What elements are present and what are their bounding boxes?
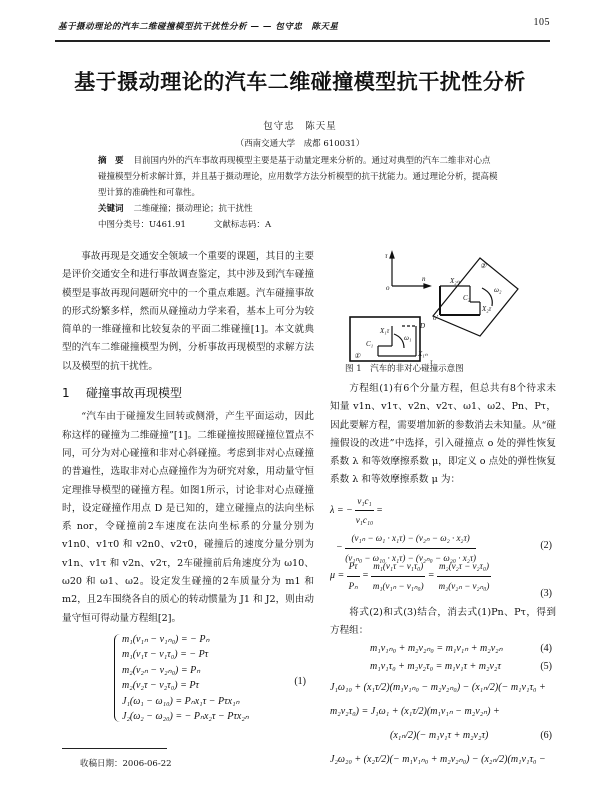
doc-value: A: [264, 220, 272, 230]
eq1-line: m₁(v₁ₙ − v₁ₙ₀) = − Pₙ: [122, 633, 210, 645]
eq3-f2-den: m₁(v₁ₙ − v₁ₙ₀): [372, 580, 424, 591]
equation-1: [62, 632, 314, 725]
figure-1: [330, 248, 540, 373]
x-axis-label: n: [422, 275, 426, 283]
y-axis-label: τ: [385, 252, 388, 260]
eq2-line2-den: (v₁ₙ₀ − ω₁₀ · x₁τ) − (v₂ₙ₀ − ω₂₀ · x₂τ): [345, 552, 477, 563]
right-paragraph-2: 将式(2)和式(3)结合，消去式(1)Pn、Pτ，得到方程组：: [330, 606, 556, 636]
eq2-den: v₁c₁₀: [355, 515, 374, 526]
equation-6: [330, 676, 556, 772]
eq2-num: v₁c₁: [355, 492, 373, 511]
running-title: 基于摄动理论的汽车二维碰撞模型抗干扰性分析 — — 包守忠 陈天星: [58, 22, 339, 32]
class-value: U461.91: [149, 220, 186, 230]
keywords-label: 关键词: [98, 204, 124, 214]
eq6-line1: J₁ω₁₀ + (x₁τ/2)(m₁v₁ₙ₀ − m₂v₂ₙ₀) − (x₁ₙ/2)(− m₁v₁τ₀ +: [330, 682, 546, 694]
equation-number: (1): [294, 675, 306, 687]
x1n-label: X₁ₙ: [418, 350, 428, 358]
eq1-line: J₁(ω₁ − ω₁₀) = Pₙx₁τ − Pτx₁ₙ: [122, 695, 240, 707]
eq1-line: m₂(v₂ₙ − v₂ₙ₀) = Pₙ: [122, 664, 201, 676]
equation-2: λ = − $\frac{\text{v₁c₁}}{\text{v₁c₁₀}}$ = − $\frac{\text{(v₁ₙ − ω₁ · x₁τ) − (v₂ₙ − ω₂ · x₂τ)}}{\text{(v₁ₙ₀ − ω₁₀ · x₁τ) − (v₂ₙ₀ − ω₂₀ · x₂τ)}}$ (2): [330, 492, 556, 558]
right-paragraph-1: 方程组(1)有6个分量方程，但总共有8个待求未知量 v1n、v1τ、v2n、v2τ、ω1、ω2、Pn、Pτ，因此要解方程，需要增加新的参数消去未知量。从“碰撞假设的改进”中选择，引入碰撞点 o 处的弹性恢复系数 λ 和等效摩擦系数 μ，即定义 o 点处的弹性恢复系数 λ 和等效摩擦系数 μ 为：: [330, 383, 556, 486]
left-brace: [114, 634, 121, 722]
eq4-number: (4): [540, 643, 552, 655]
eq6-line2: m₂v₂τ₀) = J₁ω₁ + (x₁τ/2)(m₁v₁ₙ − m₂v₂ₙ) +: [330, 706, 500, 718]
paper-title: 基于摄动理论的汽车二维碰撞模型抗干扰性分析: [74, 70, 526, 94]
section1-paragraph: “汽车由于碰撞发生回转或侧滑，产生平面运动，因此称这样的碰撞为二维碰撞”[1]。二维碰撞按照碰撞位置点不同，可分为对心碰撞和非对心斜碰撞。考虑到非对心点碰撞的普遍性，选取非对心点碰撞作为为研究对象，用动量守恒定理推导模型的碰撞方程。如图1所示，讨论非对心点碰撞时，设定碰撞作用点 D 是已知的，建立碰撞点的法向坐标系 nor，令碰撞前2车速度在法向坐标系的分量分别为 v1n0、v1τ0 和 v2n0、v2τ0，碰撞后的速度分量分别为 v1n、v1τ 和 v2n、v2τ，2车碰撞前后角速度分为 ω10、ω20 和 ω1、ω2。设定发生碰撞的2车质量分为 m1 和 m2，且2车围绕各自的质心的转动惯量为 J1 和 J2，则由动量守恒可得动量方程组[2]。: [62, 411, 314, 624]
eq7-line1: J₂ω₂₀ + (x₂τ/2)(− m₁v₁ₙ₀ + m₂v₂ₙ₀) − (x₂ₙ/2)(m₁v₁τ₀ −: [330, 754, 546, 766]
section-title: 碰撞事故再现模型: [86, 386, 183, 401]
car2-label: ②: [480, 262, 487, 270]
c1-label: C₁: [366, 340, 374, 348]
eq2-equals: =: [376, 504, 383, 516]
figure-caption: 图 1 汽车的非对心碰撞示意图: [345, 364, 464, 374]
class-label: 中图分类号：: [98, 220, 150, 230]
eq6-line3: (x₁ₙ/2)(− m₁v₁τ + m₂v₂τ): [390, 730, 489, 742]
collision-diagram: [330, 248, 540, 366]
eq2-lhs: λ = −: [330, 504, 353, 516]
intro-paragraph: 事故再现是交通安全领域一个重要的课题，其目的主要是评价交通安全和进行事故调查鉴定，其中涉及到汽车碰撞模型是事故再现问题研究中的一个重点难题。汽车碰撞事故的形式纷繁多样，然而从碰撞动力学来看，基本上可分为较简单的一维碰撞和比较复杂的平面二维碰撞[1]。本文就典型的汽车二维碰撞模型为例，分析事故再现模型的求解方法以及模型的抗干扰性。: [62, 251, 314, 372]
header-rule: [55, 40, 550, 42]
eq5-number: (5): [540, 661, 552, 673]
oprime-label: o': [433, 314, 438, 322]
eq2-line2-num: (v₁ₙ − ω₁ · x₁τ) − (v₂ₙ − ω₂ · x₂τ): [345, 529, 476, 548]
x1t-label: X₁τ: [380, 327, 390, 335]
eq1-line: m₂(v₂τ − v₂τ₀) = Pτ: [122, 680, 200, 692]
equation-4: [330, 640, 556, 676]
w2-label: ω₂: [494, 286, 502, 294]
d-label: D: [420, 322, 426, 330]
eq3-lhs: μ =: [330, 570, 345, 582]
eq2-number: (2): [540, 540, 552, 552]
eq6-number: (6): [540, 730, 552, 742]
eq4-text: m₁v₁ₙ₀ + m₂v₂ₙ₀ = m₁v₁ₙ + m₂v₂ₙ: [370, 643, 503, 655]
abstract-block: [98, 153, 498, 233]
received-date: 收稿日期：2006-06-22: [80, 759, 172, 769]
eq3-number: (3): [540, 588, 552, 600]
doc-label: 文献标志码：: [213, 220, 265, 230]
w1-label: ω₁: [404, 334, 412, 342]
eq3-f3-num: m₂(v₂τ − v₂τ₀): [437, 557, 491, 576]
x2t-label: X₂τ: [482, 305, 492, 313]
page-number: 105: [533, 17, 550, 28]
right-column: [330, 380, 556, 772]
car1-label: ①: [354, 352, 361, 360]
equation-3: μ = $\frac{P\tau}{\text{Pₙ}}$ = $\frac{\text{m₁(v₁τ − v₁τ₀)}}{\text{m₁(v₁ₙ − v₁ₙ₀)}}$ = $\frac{\text{m₂(v₂τ − v₂τ₀)}}{\text{m₂(v₂ₙ − v₂ₙ₀)}}$ (3): [330, 557, 556, 603]
section-heading: [62, 384, 314, 402]
origin-label: o: [386, 284, 390, 292]
eq5-text: m₁v₁τ₀ + m₂v₂τ₀ = m₁v₁τ + m₂v₂τ: [370, 661, 501, 673]
abstract-label: 摘 要: [98, 156, 124, 166]
c2-label: C₂: [463, 294, 471, 302]
tprime-label: τ: [430, 358, 433, 366]
eq3-f2-num: m₁(v₁τ − v₁τ₀): [371, 557, 425, 576]
footnote-rule: [62, 748, 167, 749]
section-number: 1: [62, 386, 70, 401]
affiliation: （西南交通大学 成都 610031）: [235, 139, 365, 149]
authors: 包守忠 陈天星: [263, 121, 337, 132]
eq3-f1-den: Pₙ: [348, 580, 358, 591]
keywords: 二维碰撞；摄动理论；抗干扰性: [133, 204, 253, 214]
left-column: [62, 248, 314, 725]
abstract-text: 目前国内外的汽车事故再现模型主要是基于动量定理来分析的。通过对典型的汽车二维非对心点碰撞模型分析求解计算，并且基于摄动理论，应用数学方法分析模型的抗干扰能力。通过理论分析，提高模型计算的准确性和可靠性。: [98, 156, 498, 198]
running-header: [58, 17, 550, 36]
eq1-line: m₁(v₁τ − v₁τ₀) = − Pτ: [122, 649, 209, 661]
x2n-label: X₂ₙ: [450, 277, 460, 285]
eq3-f3-den: m₂(v₂ₙ − v₂ₙ₀): [438, 580, 490, 591]
eq3-f1-num: Pτ: [347, 557, 360, 576]
eq1-line: J₂(ω₂ − ω₂₀) = − Pₙx₂τ − Pτx₂ₙ: [122, 711, 249, 723]
